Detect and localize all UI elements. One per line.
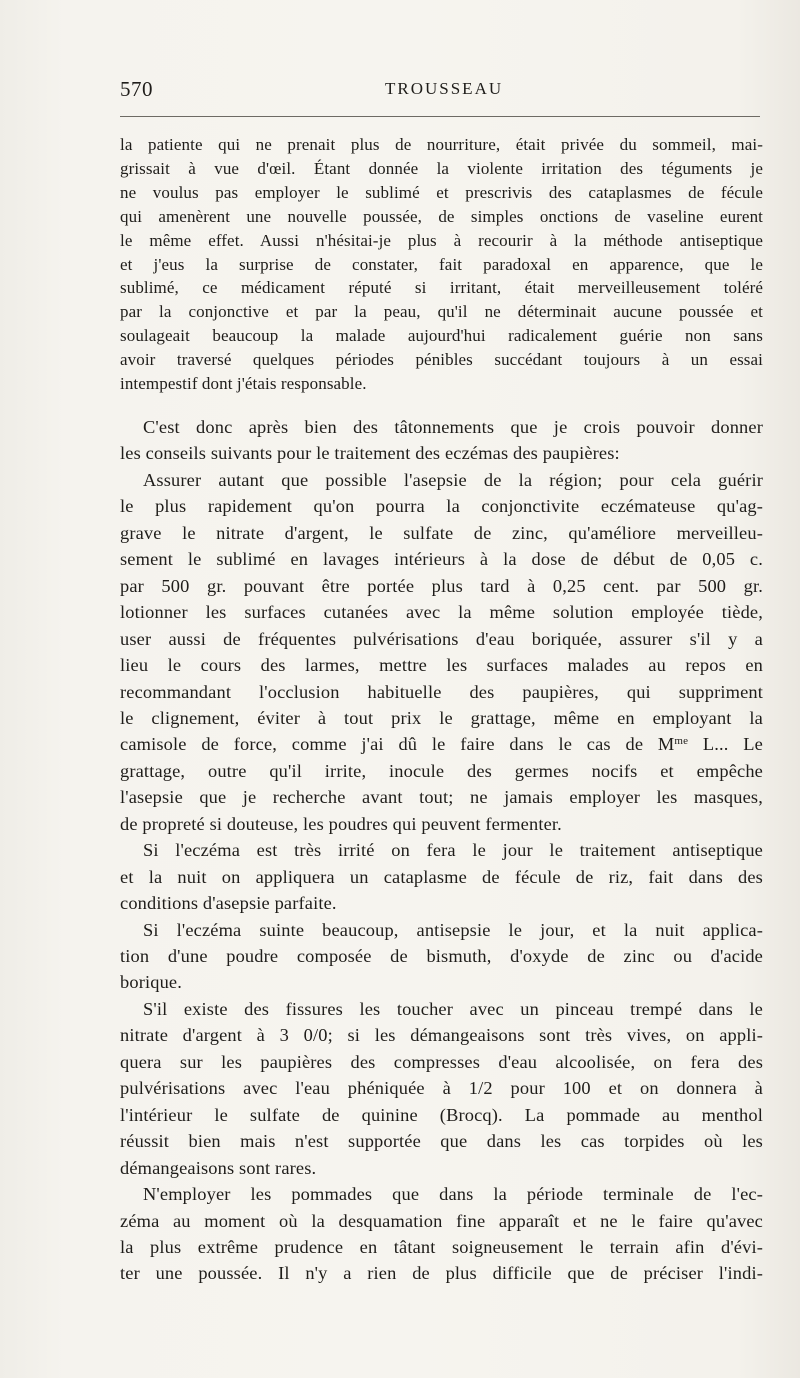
header-rule	[120, 116, 760, 117]
text-line: le même effet. Aussi n'hésitai-je plus à recourir à la méthode antiseptique	[120, 230, 763, 250]
text-line: avoir traversé quelques périodes pénibles succédant toujours à un essai	[120, 350, 763, 370]
text-line: soulageait beaucoup la malade aujourd'hui radicalement guérie non sans	[120, 326, 763, 346]
text-line: sublimé, ce médicament réputé si irritant, était merveilleusement toléré	[120, 278, 763, 298]
text-line: conditions d'asepsie parfaite.	[120, 893, 337, 914]
body-text	[120, 133, 763, 1287]
text-line: zéma au moment où la desquamation fine apparaît et ne le faire qu'avec	[120, 1210, 763, 1231]
text-line: réussit bien mais n'est supportée que dans les cas torpides où les	[120, 1131, 763, 1152]
text-line: N'employer les pommades que dans la période terminale de l'ec-	[143, 1184, 763, 1205]
paragraph-irrite	[120, 837, 763, 916]
paragraph-continuation	[120, 133, 763, 396]
text-fragment: L... Le	[688, 734, 763, 755]
text-line: qui amenèrent une nouvelle poussée, de simples onctions de vaseline eurent	[120, 206, 763, 226]
text-line: S'il existe des fissures les toucher avec un pinceau trempé dans le	[143, 998, 763, 1019]
text-line: tion d'une poudre composée de bismuth, d'oxyde de zinc ou d'acide	[120, 946, 763, 967]
text-line: ter une poussée. Il n'y a rien de plus difficile que de préciser l'indi-	[120, 1263, 763, 1284]
text-line: et j'eus la surprise de constater, fait paradoxal en apparence, que le	[120, 254, 763, 274]
text-line: lotionner les surfaces cutanées avec la même solution employée tiède,	[120, 602, 763, 623]
text-line: sement le sublimé en lavages intérieurs à la dose de début de 0,05 c.	[120, 549, 763, 570]
text-line: l'asepsie que je recherche avant tout; ne jamais employer les masques,	[120, 787, 763, 808]
text-line: recommandant l'occlusion habituelle des paupières, qui suppriment	[120, 681, 763, 702]
text-line: de propreté si douteuse, les poudres qui peuvent fermenter.	[120, 813, 562, 834]
text-line-with-superscript	[120, 731, 763, 757]
text-line: nitrate d'argent à 3 0/0; si les démangeaisons sont très vives, on appli-	[120, 1025, 763, 1046]
superscript: me	[674, 735, 689, 748]
page-number: 570	[120, 77, 153, 101]
text-line: la patiente qui ne prenait plus de nourriture, était privée du sommeil, mai-	[120, 135, 763, 154]
text-line: pulvérisations avec l'eau phéniquée à 1/2 pour 100 et on donnera à	[120, 1078, 763, 1099]
text-line: le plus rapidement qu'on pourra la conjonctivite eczémateuse qu'ag-	[120, 496, 763, 517]
text-line: C'est donc après bien des tâtonnements que je crois pouvoir donner	[143, 416, 763, 437]
text-line: la plus extrême prudence en tâtant soigneusement le terrain afin d'évi-	[120, 1237, 763, 1258]
text-line: par 500 gr. pouvant être portée plus tard à 0,25 cent. par 500 gr.	[120, 575, 763, 596]
text-line: intempestif dont j'étais responsable.	[120, 374, 367, 394]
text-line: démangeaisons sont rares.	[120, 1157, 317, 1178]
text-line: par la conjonctive et par la peau, qu'il ne déterminait aucune poussée et	[120, 302, 763, 322]
paragraph-fissures	[120, 996, 763, 1181]
text-fragment: camisole de force, comme j'ai dû le faire dans le cas de M	[120, 734, 675, 755]
text-line: grissait à vue d'œil. Étant donnée la violente irritation des téguments je	[120, 158, 763, 178]
paragraph-intro	[120, 414, 763, 467]
paragraph-pommades	[120, 1181, 763, 1287]
paragraph-asepsie	[120, 467, 763, 837]
text-line: Assurer autant que possible l'asepsie de la région; pour cela guérir	[143, 469, 763, 490]
running-title: TROUSSEAU	[385, 79, 504, 98]
text-line: le clignement, éviter à tout prix le grattage, même en employant la	[120, 707, 763, 728]
text-line: Si l'eczéma est très irrité on fera le jour le traitement antiseptique	[143, 840, 763, 861]
running-head	[120, 77, 760, 105]
text-line: quera sur les paupières des compresses d'eau alcoolisée, on fera des	[120, 1051, 763, 1072]
text-line: et la nuit on appliquera un cataplasme de fécule de riz, fait dans des	[120, 866, 763, 887]
text-line: les conseils suivants pour le traitement des eczémas des paupières:	[120, 443, 620, 464]
paragraph-suinte	[120, 917, 763, 996]
text-line: l'intérieur le sulfate de quinine (Brocq). La pommade au menthol	[120, 1104, 763, 1125]
text-line: lieu le cours des larmes, mettre les surfaces malades au repos en	[120, 655, 763, 676]
text-line: Si l'eczéma suinte beaucoup, antisepsie le jour, et la nuit applica-	[143, 919, 763, 940]
text-line: borique.	[120, 972, 182, 993]
text-line: grave le nitrate d'argent, le sulfate de zinc, qu'améliore merveilleu-	[120, 522, 763, 543]
text-line: grattage, outre qu'il irrite, inocule des germes nocifs et empêche	[120, 760, 763, 781]
text-line: ne voulus pas employer le sublimé et prescrivis des cataplasmes de fécule	[120, 182, 763, 202]
paragraph-spacer	[120, 396, 763, 414]
text-line: user aussi de fréquentes pulvérisations d'eau boriquée, assurer s'il y a	[120, 628, 763, 649]
